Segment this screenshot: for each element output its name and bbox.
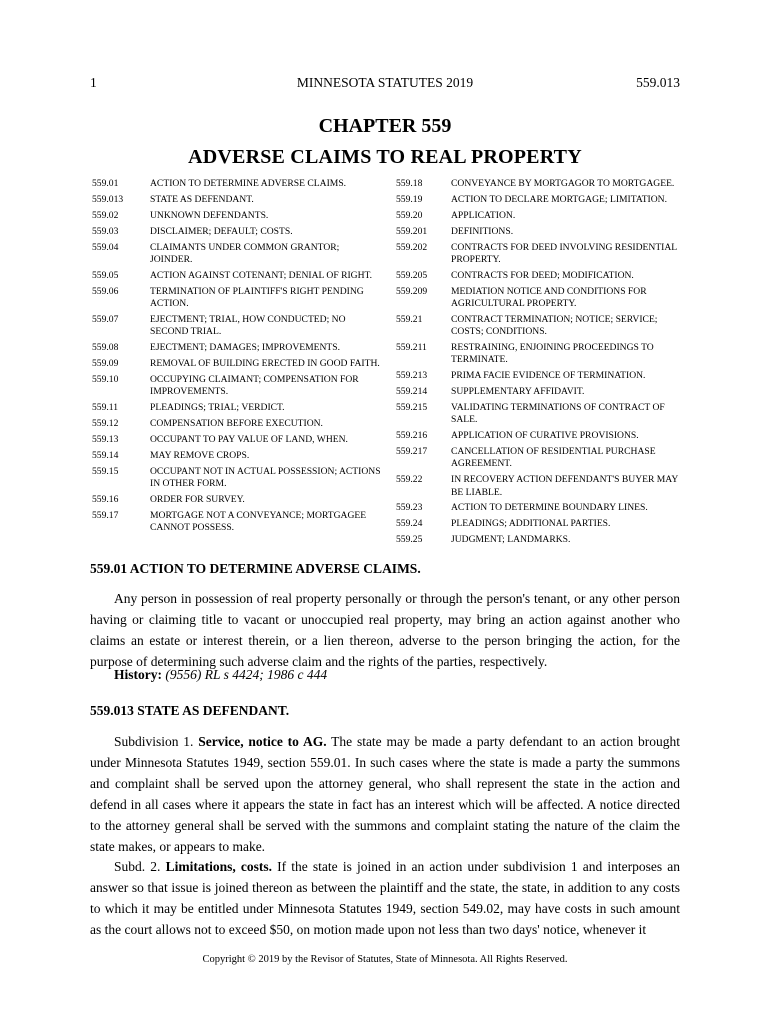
toc-entry-number: 559.11 — [92, 401, 119, 413]
toc-entry-title: PRIMA FACIE EVIDENCE OF TERMINATION. — [451, 370, 646, 382]
toc-entry-number: 559.213 — [396, 370, 428, 382]
running-title: MINNESOTA STATUTES 2019 — [296, 75, 474, 90]
toc-entry — [396, 402, 686, 427]
toc-entry — [396, 314, 686, 339]
toc-entry-number: 559.217 — [396, 446, 428, 458]
toc-entry-title: DISCLAIMER; DEFAULT; COSTS. — [150, 225, 293, 237]
toc-entry — [396, 226, 686, 238]
toc-entry — [396, 178, 686, 190]
toc-right-column — [396, 178, 686, 550]
toc-entry-number: 559.13 — [92, 433, 119, 445]
toc-entry-number: 559.19 — [396, 193, 423, 205]
toc-entry-title: CONTRACTS FOR DEED INVOLVING RESIDENTIAL PROPERTY. — [451, 241, 677, 265]
toc-entry — [92, 418, 382, 430]
toc-entry-title: OCCUPANT TO PAY VALUE OF LAND, WHEN. — [150, 433, 348, 445]
toc-entry-number: 559.14 — [92, 449, 119, 461]
subdivision-1-label: Subdivision 1. — [114, 734, 194, 749]
toc-entry-title: MAY REMOVE CROPS. — [150, 449, 250, 461]
toc-entry-title: STATE AS DEFENDANT. — [150, 193, 254, 205]
toc-entry-number: 559.20 — [396, 209, 423, 221]
toc-entry-title: CLAIMANTS UNDER COMMON GRANTOR; JOINDER. — [150, 241, 340, 265]
toc-entry-number: 559.10 — [92, 373, 119, 385]
toc-entry-number: 559.013 — [92, 193, 124, 205]
toc-entry — [396, 502, 686, 514]
toc-entry-number: 559.216 — [396, 430, 428, 442]
toc-entry-number: 559.17 — [92, 509, 119, 521]
toc-entry — [92, 342, 382, 354]
toc-entry-title: TERMINATION OF PLAINTIFF'S RIGHT PENDING ACTION. — [150, 285, 364, 309]
page-number: 1 — [90, 75, 97, 90]
toc-entry-title: REMOVAL OF BUILDING ERECTED IN GOOD FAITH. — [150, 357, 380, 369]
toc-entry-title: OCCUPYING CLAIMANT; COMPENSATION FOR IMPROVEMENTS. — [150, 373, 359, 398]
toc-entry-number: 559.16 — [92, 493, 119, 505]
subdivision-2 — [90, 856, 680, 940]
toc-entry-title: EJECTMENT; DAMAGES; IMPROVEMENTS. — [150, 342, 341, 354]
toc-entry-title: CONTRACTS FOR DEED; MODIFICATION. — [451, 269, 634, 281]
section-heading-559-01: 559.01 ACTION TO DETERMINE ADVERSE CLAIMS. — [90, 561, 421, 576]
toc-entry-title: CANCELLATION OF RESIDENTIAL PURCHASE AGREEMENT. — [451, 446, 656, 470]
toc-entry-number: 559.205 — [396, 269, 428, 281]
toc-entry-number: 559.04 — [92, 241, 119, 253]
toc-entry-title: APPLICATION. — [451, 209, 516, 221]
chapter-title: ADVERSE CLAIMS TO REAL PROPERTY — [188, 146, 582, 168]
toc-entry — [396, 210, 686, 222]
toc-entry-title: JUDGMENT; LANDMARKS. — [451, 534, 571, 546]
toc-entry-title: UNKNOWN DEFENDANTS. — [150, 209, 269, 221]
toc-entry-number: 559.215 — [396, 401, 428, 413]
toc-entry-number: 559.211 — [396, 342, 427, 354]
toc-entry-title: MEDIATION NOTICE AND CONDITIONS FOR AGRICULTURAL PROPERTY. — [451, 285, 647, 309]
toc-entry-number: 559.07 — [92, 313, 119, 325]
toc-entry-title: ACTION TO DETERMINE ADVERSE CLAIMS. — [150, 178, 347, 189]
subdivision-1-body: The state may be made a party defendant to an action brought under Minnesota Statutes 1949, section 559.01. In such cases where the state is made a party the summons and complaint shall be served upon the attorney general, who shall represent the state in the action and defend in all cases where it appears the state in fact has an interest which will be affected. A notice directed to the attorney general shall be served with the summons and complaint stating the nature of the claim the state makes, or appears to make. — [90, 734, 681, 854]
toc-entry — [396, 518, 686, 530]
toc-entry — [92, 270, 382, 282]
subdivision-1-title: Service, notice to AG. — [198, 734, 327, 749]
toc-entry-title: IN RECOVERY ACTION DEFENDANT'S BUYER MAY BE LIABLE. — [451, 474, 678, 498]
toc-entry-title: PLEADINGS; ADDITIONAL PARTIES. — [451, 518, 611, 530]
toc-entry-number: 559.12 — [92, 417, 119, 429]
toc-entry — [396, 286, 686, 311]
section-heading-559-013: 559.013 STATE AS DEFENDANT. — [90, 703, 290, 718]
toc-entry — [92, 494, 382, 506]
toc-entry — [396, 194, 686, 206]
history-line — [114, 667, 327, 683]
toc-entry-title: OCCUPANT NOT IN ACTUAL POSSESSION; ACTIONS IN OTHER FORM. — [150, 465, 381, 489]
toc-entry-number: 559.01 — [92, 178, 119, 189]
toc-entry — [396, 370, 686, 382]
toc-entry — [92, 374, 382, 399]
toc-entry-number: 559.03 — [92, 225, 119, 237]
running-section: 559.013 — [636, 75, 680, 90]
toc-entry — [92, 286, 382, 311]
toc-entry — [396, 474, 686, 499]
toc-entry — [396, 430, 686, 442]
toc-entry — [92, 178, 382, 190]
toc-entry — [92, 314, 382, 339]
toc-entry — [396, 446, 686, 471]
toc-entry-title: CONTRACT TERMINATION; NOTICE; SERVICE; COSTS; CONDITIONS. — [451, 313, 658, 338]
section-559-01-body: Any person in possession of real property personally or through the person's tenant, or any other person having or claiming title to vacant or unoccupied real property, may bring an action against another who claims an estate or interest therein, or a lien thereon, adverse to the person bringing the action, for the purpose of determining such adverse claim and the rights of the parties, respectively. — [90, 591, 680, 669]
toc-entry-title: EJECTMENT; TRIAL, HOW CONDUCTED; NO SECOND TRIAL. — [150, 313, 346, 338]
toc-entry-number: 559.02 — [92, 209, 119, 221]
copyright-footer: Copyright © 2019 by the Revisor of Statutes, State of Minnesota. All Rights Reserved. — [202, 954, 568, 965]
toc-entry — [92, 466, 382, 491]
toc-entry-title: VALIDATING TERMINATIONS OF CONTRACT OF SALE. — [451, 401, 665, 426]
toc-entry — [92, 402, 382, 414]
toc-left-column — [92, 178, 382, 538]
toc-entry-number: 559.214 — [396, 386, 428, 398]
subdivision-1 — [90, 731, 680, 857]
toc-entry-title: ACTION TO DETERMINE BOUNDARY LINES. — [451, 502, 648, 514]
toc-entry-number: 559.22 — [396, 474, 423, 486]
toc-entry — [92, 194, 382, 206]
toc-entry-number: 559.24 — [396, 518, 423, 530]
toc-entry-number: 559.05 — [92, 269, 119, 281]
toc-entry — [92, 210, 382, 222]
toc-entry-number: 559.202 — [396, 241, 428, 253]
toc-entry-title: DEFINITIONS. — [451, 225, 514, 237]
toc-entry-number: 559.209 — [396, 285, 428, 297]
toc-entry-title: RESTRAINING, ENJOINING PROCEEDINGS TO TERMINATE. — [451, 342, 654, 366]
toc-entry-title: APPLICATION OF CURATIVE PROVISIONS. — [451, 430, 639, 442]
toc-entry — [396, 534, 686, 546]
toc-entry-number: 559.23 — [396, 502, 423, 514]
history-citation: (9556) RL s 4424; 1986 c 444 — [165, 667, 328, 682]
toc-entry — [396, 342, 686, 367]
toc-entry-title: SUPPLEMENTARY AFFIDAVIT. — [451, 386, 585, 398]
history-label: History: — [114, 667, 162, 682]
toc-entry — [92, 510, 382, 535]
toc-entry-number: 559.21 — [396, 313, 423, 325]
toc-entry-number: 559.201 — [396, 225, 428, 237]
subdivision-2-label: Subd. 2. — [114, 859, 161, 874]
toc-entry-title: ACTION TO DECLARE MORTGAGE; LIMITATION. — [451, 193, 668, 205]
toc-entry-number: 559.25 — [396, 534, 423, 546]
toc-entry — [396, 270, 686, 282]
toc-entry-number: 559.18 — [396, 178, 423, 189]
toc-entry — [92, 450, 382, 462]
toc-entry-number: 559.06 — [92, 285, 119, 297]
subdivision-2-body: If the state is joined in an action under subdivision 1 and interposes an answer so that issue is joined thereon as between the plaintiff and the state, the state, in addition to any costs to which it may be entitled under Minnesota Statutes 1949, section 549.02, may have costs in such amount as the court allows not to exceed $50, on motion made upon not less than two days' notice, whenever it — [90, 859, 681, 937]
toc-entry-title: CONVEYANCE BY MORTGAGOR TO MORTGAGEE. — [451, 178, 675, 189]
toc-entry-number: 559.08 — [92, 342, 119, 354]
toc-entry-title: PLEADINGS; TRIAL; VERDICT. — [150, 401, 285, 413]
toc-entry-title: MORTGAGE NOT A CONVEYANCE; MORTGAGEE CANNOT POSSESS. — [150, 509, 367, 533]
toc-entry — [92, 434, 382, 446]
chapter-label: CHAPTER 559 — [318, 115, 452, 137]
toc-entry-title: ACTION AGAINST COTENANT; DENIAL OF RIGHT. — [150, 269, 373, 281]
toc-entry — [92, 242, 382, 267]
toc-entry-number: 559.15 — [92, 465, 119, 477]
toc-entry — [396, 242, 686, 267]
toc-entry — [396, 386, 686, 398]
toc-entry — [92, 226, 382, 238]
toc-entry-title: ORDER FOR SURVEY. — [150, 493, 245, 505]
toc-entry-number: 559.09 — [92, 357, 119, 369]
toc-entry — [92, 358, 382, 370]
subdivision-2-title: Limitations, costs. — [165, 859, 272, 874]
toc-entry-title: COMPENSATION BEFORE EXECUTION. — [150, 417, 323, 429]
